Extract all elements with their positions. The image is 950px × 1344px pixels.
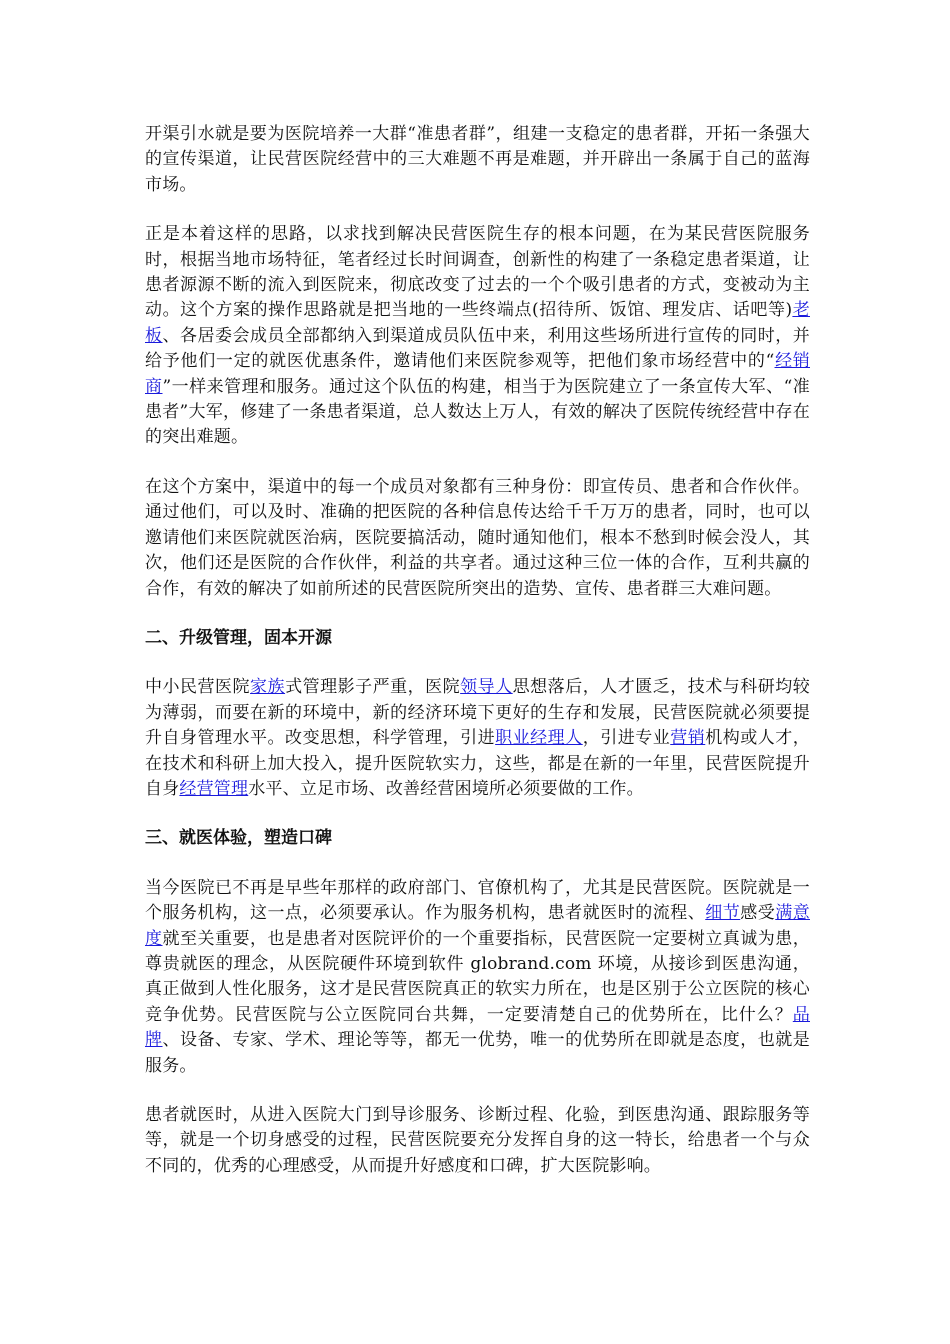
paragraph-text: 水平、立足市场、改善经营困境所必须要做的工作。 xyxy=(248,778,644,799)
link-distributor[interactable]: 经销商 xyxy=(145,351,810,397)
paragraph-text: 感受 xyxy=(740,903,776,924)
paragraph-text: 患者就医时，从进入医院大门到导诊服务、诊断过程、化验，到医患沟通、跟踪服务等等，就是一个切身感受的过程，民营医院要充分发挥自身的这一特长，给患者一个与众不同的，优秀的心理感受，从而提升好感度和口碑，扩大医院影响。 xyxy=(145,1105,810,1176)
paragraph-management xyxy=(145,675,810,802)
paragraph-patient-journey xyxy=(145,1103,810,1179)
paragraph-text: 思想落后，人才匮乏，技术与科研均较为薄弱，而要在新的环境中，新的经济环境下更好的生存和发展，民营医院就必须要提升自身管理水平。改变思想，科学管理，引进 xyxy=(145,677,810,749)
paragraph-channel-intro xyxy=(145,122,810,198)
link-details[interactable]: 细节 xyxy=(705,903,741,924)
document-body xyxy=(145,122,810,1203)
paragraph-text: 机构或人才，在技术和科研上加大投入，提升医院软实力，这些，都是在新的一年里，民营医院提升自身 xyxy=(145,728,811,799)
link-leader[interactable]: 领导人 xyxy=(460,677,513,698)
link-satisfaction[interactable]: 满意度 xyxy=(145,903,810,949)
section-heading-experience: 三、就医体验，塑造口碑 xyxy=(145,828,332,849)
paragraph-text: ”一样来管理和服务。通过这个队伍的构建，相当于为医院建立了一条宣传大军、“准患者”大军，修建了一条患者渠道，总人数达上万人，有效的解决了医院传统经营中存在的突出难题。 xyxy=(145,376,811,448)
paragraph-text: 开渠引水就是要为医院培养一大群“准患者群”，组建一支稳定的患者群，开拓一条强大的宣传渠道，让民营医院经营中的三大难题不再是难题，并开辟出一条属于自己的蓝海市场。 xyxy=(145,124,810,195)
paragraph-text: 中小民营医院 xyxy=(145,677,251,698)
link-family[interactable]: 家族 xyxy=(250,677,286,698)
paragraph-text: 式管理影子严重，医院 xyxy=(285,677,461,698)
paragraph-text: ，引进专业 xyxy=(582,728,671,749)
paragraph-text: 就至关重要，也是患者对医院评价的一个重要指标，民营医院一定要树立真诚为患，尊贵就医的理念，从医院硬件环境到软件 globrand.com 环境，从接诊到医患沟通，真正做到人性化服务，这才是民营医院真正的软实力所在，也是区别于公立医院的核心竞争优势。民营医院与公立医院同台共舞，一定要清楚自己的优势所在，比什么？ xyxy=(145,928,810,1025)
link-business-management[interactable]: 经营管理 xyxy=(179,778,249,799)
paragraph-text: 当今医院已不再是早些年那样的政府部门、官僚机构了，尤其是民营医院。医院就是一个服务机构，这一点，必须要承认。作为服务机构，患者就医时的流程、 xyxy=(145,877,810,924)
link-brand[interactable]: 品牌 xyxy=(145,1004,810,1051)
link-professional-manager[interactable]: 职业经理人 xyxy=(495,728,583,749)
paragraph-three-identities xyxy=(145,475,810,602)
paragraph-text: 在这个方案中，渠道中的每一个成员对象都有三种身份：即宣传员、患者和合作伙伴。通过他们，可以及时、准确的把医院的各种信息传达给千千万万的患者，同时，也可以邀请他们来医院就医治病，医院要搞活动，随时通知他们，根本不愁到时候会没人，其次，他们还是医院的合作伙伴，利益的共享者。通过这种三位一体的合作，互利共赢的合作，有效的解决了如前所述的民营医院所突出的造势、宣传、患者群三大难问题。 xyxy=(145,476,810,599)
paragraph-service xyxy=(145,876,810,1079)
section-heading-management: 二、升级管理，固本开源 xyxy=(145,627,332,648)
link-marketing[interactable]: 营销 xyxy=(670,728,706,749)
paragraph-channel-approach xyxy=(145,222,810,451)
paragraph-text: 正是本着这样的思路，以求找到解决民营医院生存的根本问题，在为某民营医院服务时，根据当地市场特征，笔者经过长时间调查，创新性的构建了一条稳定患者渠道，让患者源源不断的流入到医院来，彻底改变了过去的一个个吸引患者的方式，变被动为主动。这个方案的操作思路就是把当地的一些终端点(招待所、饭馆、理发店、话吧等) xyxy=(145,224,810,321)
link-boss[interactable]: 老板 xyxy=(145,300,810,346)
paragraph-text: 、各居委会成员全部都纳入到渠道成员队伍中来，利用这些场所进行宣传的同时，并给予他们一定的就医优惠条件，邀请他们来医院参观等，把他们象市场经营中的“ xyxy=(145,325,810,372)
paragraph-text: 、设备、专家、学术、理论等等，都无一优势，唯一的优势所在即就是态度，也就是服务。 xyxy=(145,1030,810,1076)
